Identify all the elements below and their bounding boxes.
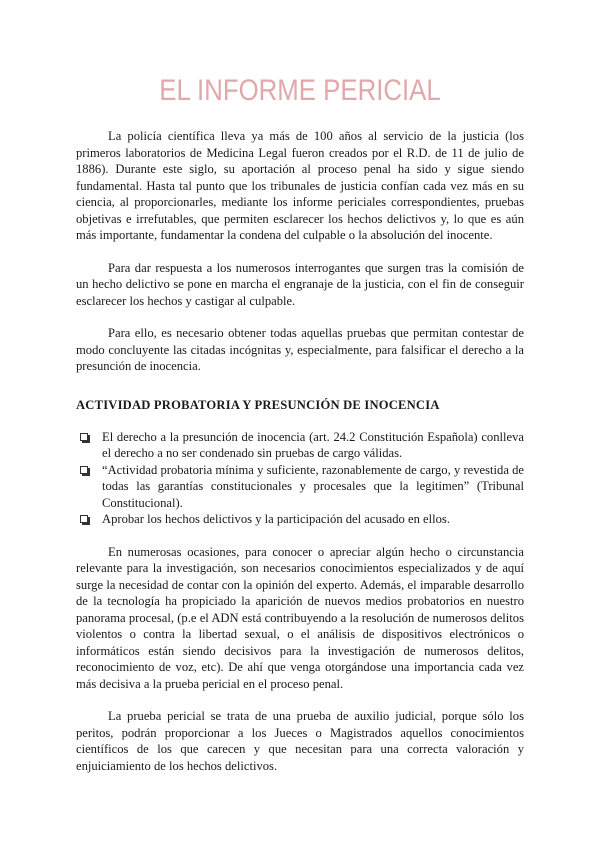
checkbox-bullet-icon xyxy=(80,466,88,474)
intro-paragraph: La policía científica lleva ya más de 100 años al servicio de la justicia (los primeros laboratorios de Medicina Legal fueron creados por el R.D. de 11 de julio de 1886). Durante este siglo, su aportación al proceso penal ha sido y sigue siendo fundamental. Hasta tal punto que los tribunales de justicia confían cada vez más en su ciencia, al proporcionarles, mediante los informe periciales correspondientes, pruebas objetivas e irrefutables, que permiten esclarecer los hechos delictivos y, lo que es aún más importante, fundamentar la condena del culpable o la absolución del inocente. xyxy=(76,129,524,242)
bullet-item xyxy=(76,511,524,528)
bullet-text: El derecho a la presunción de inocencia (art. 24.2 Constitución Española) conlleva el derecho a no ser condenado sin pruebas de cargo válidas. xyxy=(102,429,524,460)
bullet-list xyxy=(76,429,524,528)
checkbox-bullet-icon xyxy=(80,515,88,523)
second-paragraph: Para dar respuesta a los numerosos interrogantes que surgen tras la comisión de un hecho delictivo se pone en marcha el engranaje de la justicia, con el fin de conseguir esclarecer los hechos y castigar al culpable. xyxy=(76,260,524,308)
bullet-text: Aprobar los hechos delictivos y la participación del acusado en ellos. xyxy=(102,512,450,526)
bullet-item xyxy=(76,462,524,512)
checkbox-bullet-icon xyxy=(80,433,88,441)
closing-paragraph: La prueba pericial se trata de una prueba de auxilio judicial, porque sólo los peritos, podrán proporcionar a los Jueces o Magistrados aquellos conocimientos científicos de los que carecen y que necesitan para una correcta valoración y enjuiciamiento de los hechos delictivos. xyxy=(76,709,524,773)
bullet-item xyxy=(76,429,524,462)
experts-paragraph: En numerosas ocasiones, para conocer o apreciar algún hecho o circunstancia relevante para la investigación, son necesarios conocimientos especializados y de aquí surge la necesidad de contar con la opinión del experto. Además, el imparable desarrollo de la tecnología ha propiciado la aparición de nuevos medios probatorios en nuestro panorama procesal, (p.e el ADN está contribuyendo a la resolución de numerosos delitos violentos o contra la libertad sexual, o el análisis de dispositivos electrónicos o informáticos están siendo decisivos para la investigación de numerosos delitos, reconocimiento de voz, etc). De ahí que venga otorgándose una importancia cada vez más decisiva a la prueba pericial en el proceso penal. xyxy=(76,544,524,691)
document-title: EL INFORME PERICIAL xyxy=(159,74,441,107)
third-paragraph: Para ello, es necesario obtener todas aquellas pruebas que permitan contestar de modo concluyente las citadas incógnitas y, especialmente, para falsificar el derecho a la presunción de inocencia. xyxy=(76,326,524,373)
section-heading: ACTIVIDAD PROBATORIA Y PRESUNCIÓN DE INOCENCIA xyxy=(76,397,440,412)
bullet-text: “Actividad probatoria mínima y suficiente, razonablemente de cargo, y revestida de todas las garantías constitucionales y procesales que la legitimen” (Tribunal Constitucional). xyxy=(102,462,524,510)
